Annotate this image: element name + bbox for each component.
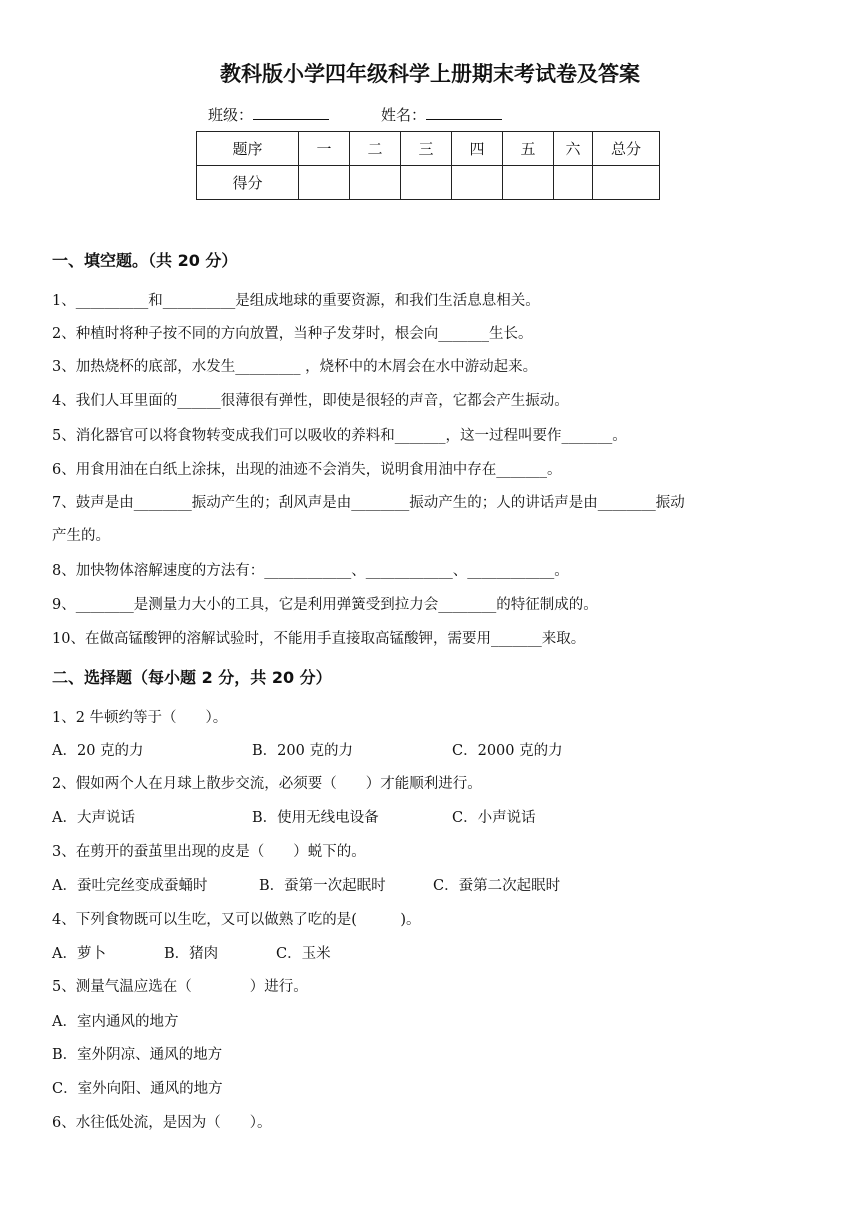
table-cell: 五 [503, 132, 554, 166]
score-input-cell[interactable] [401, 166, 452, 200]
name-blank[interactable] [426, 105, 502, 120]
question-line: 1、__________和__________是组成地球的重要资源，和我们生活息息相关。 [52, 293, 540, 309]
question-line: 3、在剪开的蚕茧里出现的皮是（ ）蜕下的。 [52, 844, 366, 860]
question-line: 1、2 牛顿约等于（ ）。 [52, 710, 228, 726]
question-line: 10、在做高锰酸钾的溶解试验时，不能用手直接取高锰酸钾，需要用_______来取。 [52, 631, 586, 647]
question-line: 4、下列食物既可以生吃，又可以做熟了吃的是( )。 [52, 912, 421, 928]
score-input-cell[interactable] [554, 166, 593, 200]
option-c[interactable]: C．2000 克的力 [452, 743, 563, 759]
table-cell: 得分 [197, 166, 299, 200]
question-line: 8、加快物体溶解速度的方法有：____________、____________、____________。 [52, 563, 569, 579]
option-b[interactable]: B．猪肉 [164, 946, 219, 962]
class-blank[interactable] [253, 105, 329, 120]
option-a[interactable]: A．20 克的力 [52, 743, 144, 759]
table-cell: 三 [401, 132, 452, 166]
table-cell: 四 [452, 132, 503, 166]
table-row [197, 166, 660, 200]
option-c[interactable]: C．小声说话 [452, 810, 536, 826]
option-a[interactable]: A．室内通风的地方 [52, 1014, 179, 1030]
option-b[interactable]: B．200 克的力 [252, 743, 353, 759]
section2-heading: 二、选择题（每小题 2 分，共 20 分） [52, 668, 332, 687]
score-input-cell[interactable] [593, 166, 660, 200]
table-cell: 一 [299, 132, 350, 166]
question-line: 产生的。 [52, 528, 110, 544]
option-c[interactable]: C．玉米 [276, 946, 331, 962]
class-label: 班级： [208, 106, 254, 124]
option-b[interactable]: B．蚕第一次起眠时 [259, 878, 386, 894]
question-line: 5、测量气温应选在（ ）进行。 [52, 979, 308, 995]
question-line: 5、消化器官可以将食物转变成我们可以吸收的养料和_______，这一过程叫要作_______。 [52, 428, 627, 444]
question-line: 4、我们人耳里面的______很薄很有弹性，即使是很轻的声音，它都会产生振动。 [52, 393, 569, 409]
question-line: 6、用食用油在白纸上涂抹，出现的油迹不会消失，说明食用油中存在_______。 [52, 462, 562, 478]
table-cell: 二 [350, 132, 401, 166]
score-input-cell[interactable] [452, 166, 503, 200]
option-b[interactable]: B．使用无线电设备 [252, 810, 379, 826]
name-label: 姓名： [381, 106, 427, 124]
option-c[interactable]: C．室外向阳、通风的地方 [52, 1081, 223, 1097]
score-input-cell[interactable] [503, 166, 554, 200]
score-table [196, 131, 660, 200]
option-a[interactable]: A．萝卜 [52, 946, 106, 962]
table-cell: 题序 [197, 132, 299, 166]
option-a[interactable]: A．大声说话 [52, 810, 135, 826]
question-line: 2、种植时将种子按不同的方向放置，当种子发芽时，根会向_______生长。 [52, 326, 533, 342]
score-input-cell[interactable] [299, 166, 350, 200]
question-line: 2、假如两个人在月球上散步交流，必须要（ ）才能顺利进行。 [52, 776, 482, 792]
score-input-cell[interactable] [350, 166, 401, 200]
option-b[interactable]: B．室外阴凉、通风的地方 [52, 1047, 223, 1063]
question-line: 6、水往低处流，是因为（ ）。 [52, 1115, 272, 1131]
table-row [197, 132, 660, 166]
option-a[interactable]: A．蚕吐完丝变成蚕蛹时 [52, 878, 208, 894]
student-info-bar [208, 104, 502, 125]
table-cell: 六 [554, 132, 593, 166]
table-cell: 总分 [593, 132, 660, 166]
question-line: 3、加热烧杯的底部，水发生_________ ，烧杯中的木屑会在水中游动起来。 [52, 359, 538, 375]
section1-heading: 一、填空题。（共 20 分） [52, 251, 238, 270]
page-title: 教科版小学四年级科学上册期末考试卷及答案 [220, 62, 640, 86]
question-line: 7、鼓声是由________振动产生的；刮风声是由________振动产生的；人的讲话声是由________振动 [52, 495, 685, 511]
option-c[interactable]: C．蚕第二次起眠时 [433, 878, 561, 894]
question-line: 9、________是测量力大小的工具，它是利用弹簧受到拉力会________的特征制成的。 [52, 597, 598, 613]
